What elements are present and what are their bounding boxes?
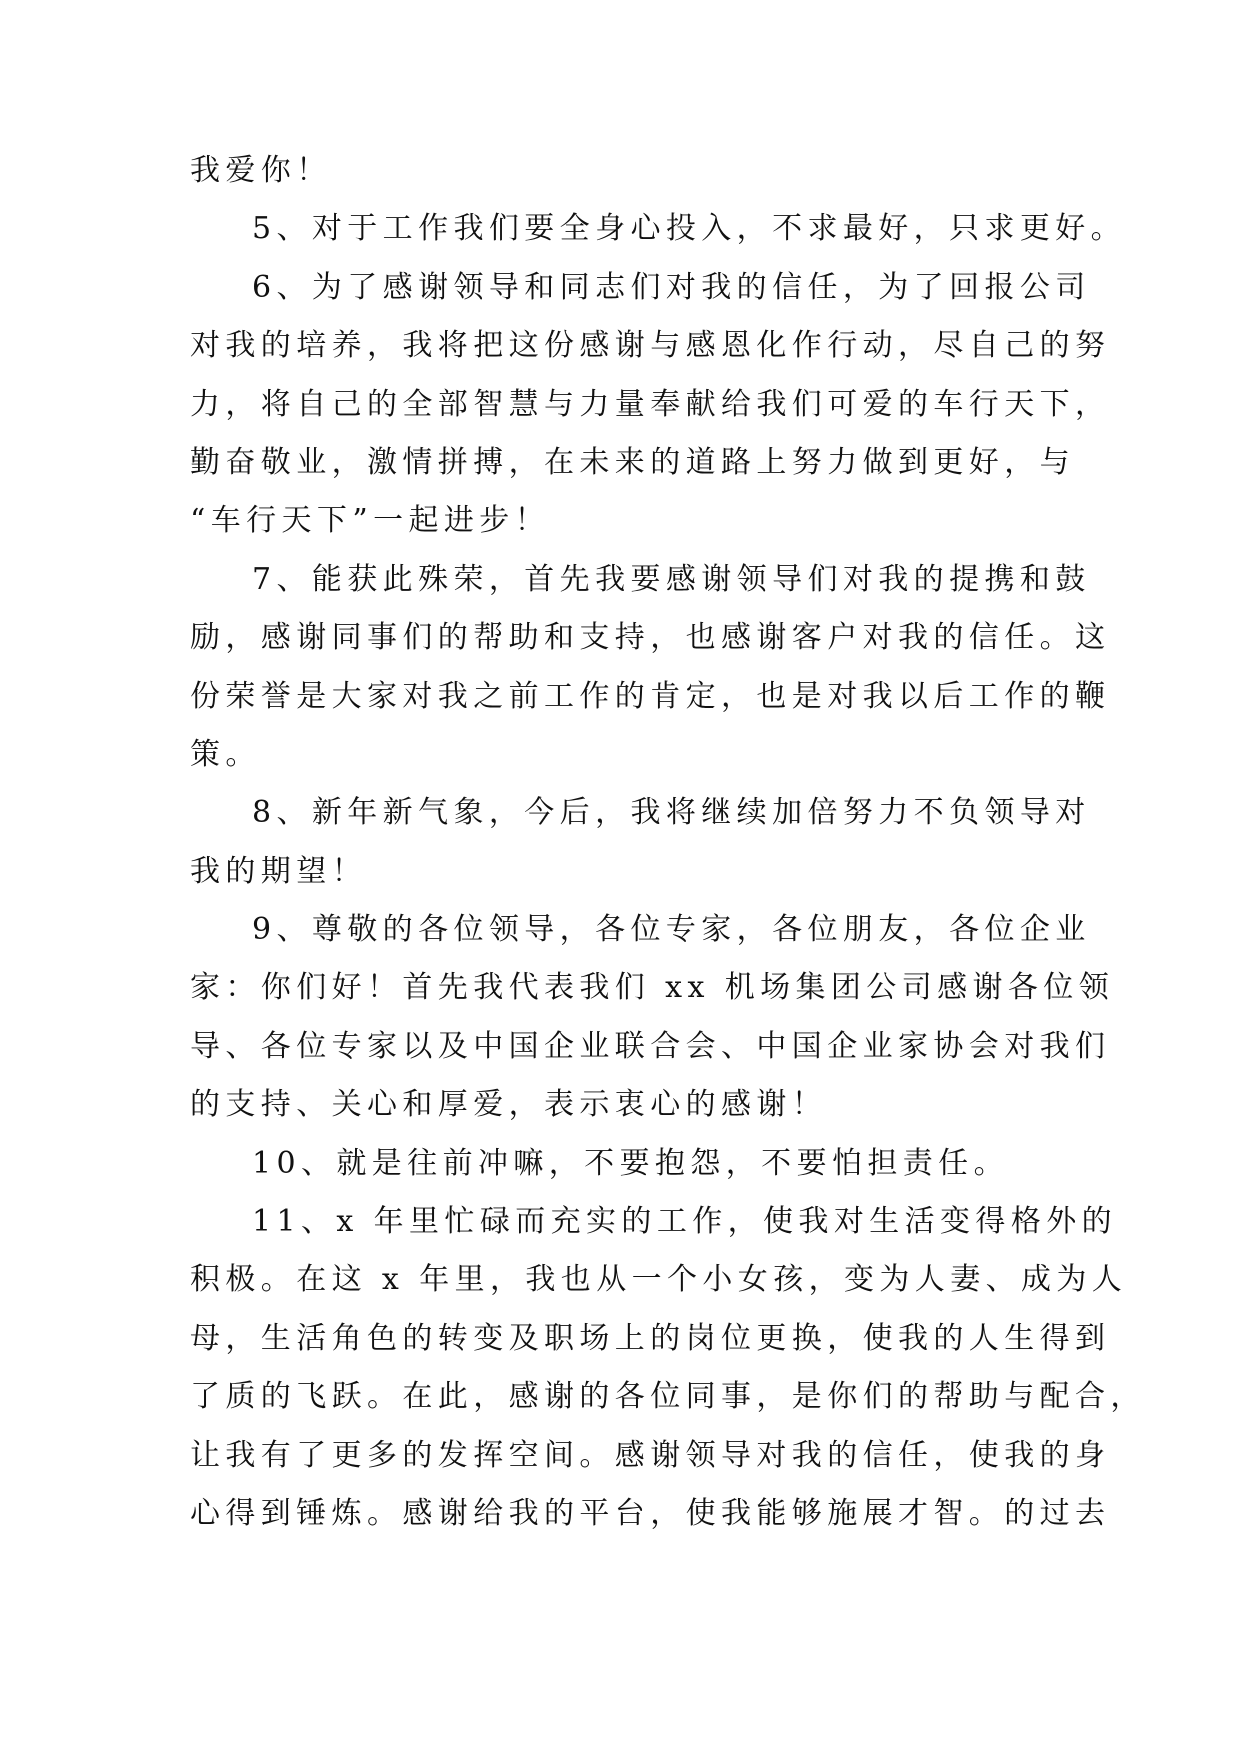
- text-line: 了质的飞跃。在此，感谢的各位同事，是你们的帮助与配合，: [190, 1379, 1146, 1415]
- text-line: 导、各位专家以及中国企业联合会、中国企业家协会对我们: [190, 1028, 1111, 1064]
- text-line: 我的期望！: [190, 853, 367, 889]
- text-line: 让我有了更多的发挥空间。感谢领导对我的信任，使我的身: [190, 1437, 1111, 1473]
- text-line: 积极。在这 x 年里，我也从一个小女孩，变为人妻、成为人: [190, 1262, 1128, 1298]
- text-line: 励，感谢同事们的帮助和支持，也感谢客户对我的信任。这: [190, 620, 1111, 656]
- text-line: 5、对于工作我们要全身心投入，不求最好，只求更好。: [252, 211, 1127, 247]
- text-line: 母，生活角色的转变及职场上的岗位更换，使我的人生得到: [190, 1320, 1111, 1356]
- text-line: 力，将自己的全部智慧与力量奉献给我们可爱的车行天下，: [190, 386, 1111, 422]
- text-line: 勤奋敬业，激情拼搏，在未来的道路上努力做到更好，与: [190, 444, 1075, 480]
- text-line: 7、能获此殊荣，首先我要感谢领导们对我的提携和鼓: [252, 561, 1091, 597]
- text-line: 策。: [190, 736, 261, 772]
- text-line: 份荣誉是大家对我之前工作的肯定，也是对我以后工作的鞭: [190, 678, 1111, 714]
- text-line: 9、尊敬的各位领导，各位专家，各位朋友，各位企业: [252, 912, 1091, 948]
- text-line: “车行天下”一起进步！: [190, 503, 551, 539]
- text-line: 8、新年新气象，今后，我将继续加倍努力不负领导对: [252, 795, 1091, 831]
- text-line: 10、就是往前冲嘛，不要抱怨，不要怕担责任。: [252, 1145, 1009, 1181]
- text-line: 家：你们好！首先我代表我们 xx 机场集团公司感谢各位领: [190, 970, 1115, 1006]
- text-line: 对我的培养，我将把这份感谢与感恩化作行动，尽自己的努: [190, 328, 1111, 364]
- text-line: 心得到锤炼。感谢给我的平台，使我能够施展才智。的过去: [190, 1495, 1111, 1531]
- text-line: 我爱你！: [190, 153, 332, 188]
- document-page: [190, 142, 1146, 1543]
- text-line: 的支持、关心和厚爱，表示衷心的感谢！: [190, 1087, 828, 1123]
- text-line: 6、为了感谢领导和同志们对我的信任，为了回报公司: [252, 269, 1091, 305]
- text-line: 11、x 年里忙碌而充实的工作，使我对生活变得格外的: [252, 1204, 1118, 1240]
